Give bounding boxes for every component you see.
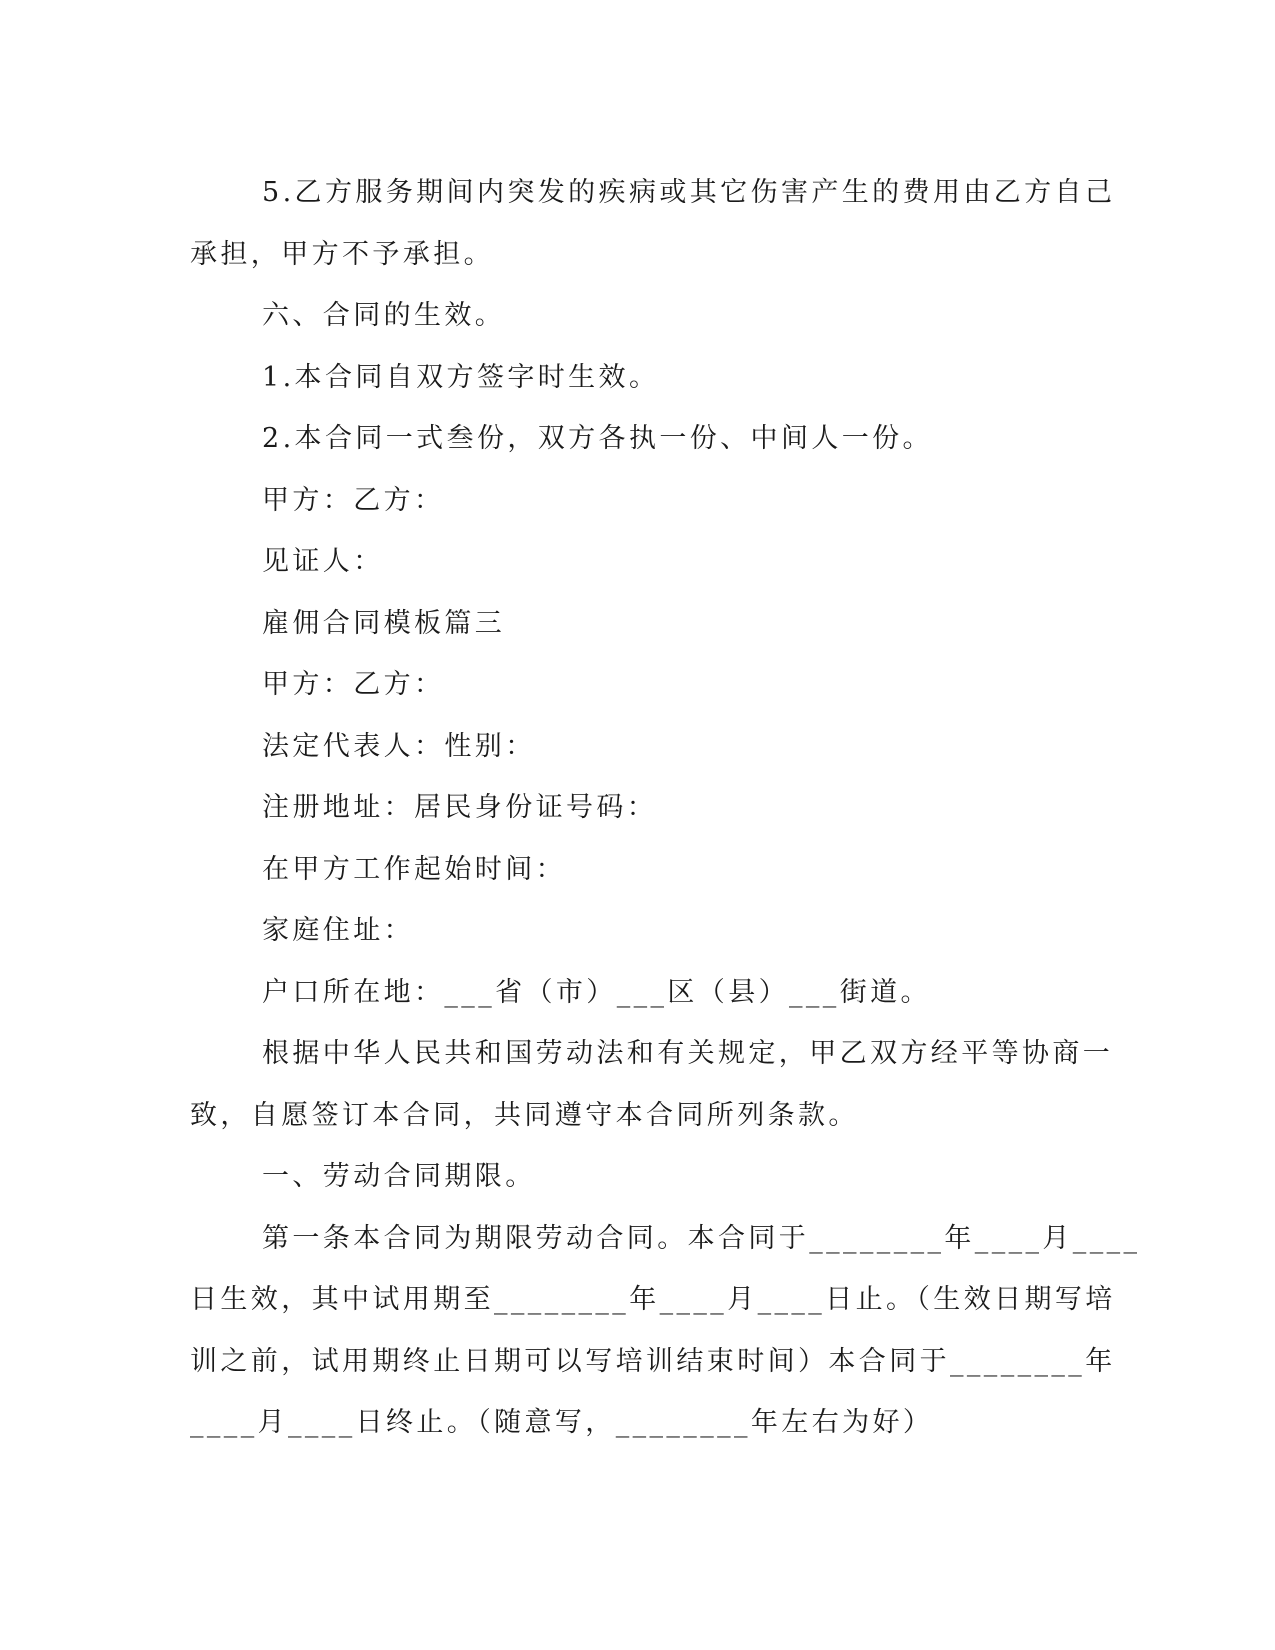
field-parties: 甲方：乙方： [262, 669, 445, 700]
paragraph-line: 致，自愿签订本合同，共同遵守本合同所列条款。 [190, 1099, 859, 1131]
field-home-address: 家庭住址： [262, 915, 414, 946]
paragraph-line: 承担，甲方不予承担。 [190, 238, 494, 270]
paragraph-line: 2.本合同一式叁份，双方各执一份、中间人一份。 [262, 423, 933, 454]
section-heading: 六、合同的生效。 [262, 300, 506, 331]
paragraph-line: 根据中华人民共和国劳动法和有关规定，甲乙双方经平等协商一 [262, 1038, 1114, 1069]
signature-line-witness: 见证人： [262, 546, 384, 577]
paragraph-line: 训之前，试用期终止日期可以写培训结束时间）本合同于________年 [190, 1345, 1116, 1377]
paragraph-line: 日生效，其中试用期至________年____月____日止。（生效日期写培 [190, 1284, 1116, 1315]
section-heading: 一、劳动合同期限。 [262, 1161, 536, 1192]
paragraph-line: 1.本合同自双方签字时生效。 [262, 361, 660, 393]
paragraph-line: ____月____日终止。（随意写，________年左右为好） [190, 1407, 934, 1438]
signature-line-parties: 甲方：乙方： [262, 484, 445, 516]
paragraph-line: 5.乙方服务期间内突发的疾病或其它伤害产生的费用由乙方自己 [262, 177, 1116, 208]
field-household-registration: 户口所在地：___省（市）___区（县）___街道。 [262, 976, 931, 1008]
field-legal-representative: 法定代表人：性别： [262, 730, 536, 762]
field-start-time: 在甲方工作起始时间： [262, 853, 566, 885]
document-body [190, 162, 1141, 1454]
document-section-title: 雇佣合同模板篇三 [262, 607, 506, 639]
field-registered-address: 注册地址：居民身份证号码： [262, 792, 658, 823]
paragraph-line: 第一条本合同为期限劳动合同。本合同于________年____月____ [262, 1222, 1141, 1254]
